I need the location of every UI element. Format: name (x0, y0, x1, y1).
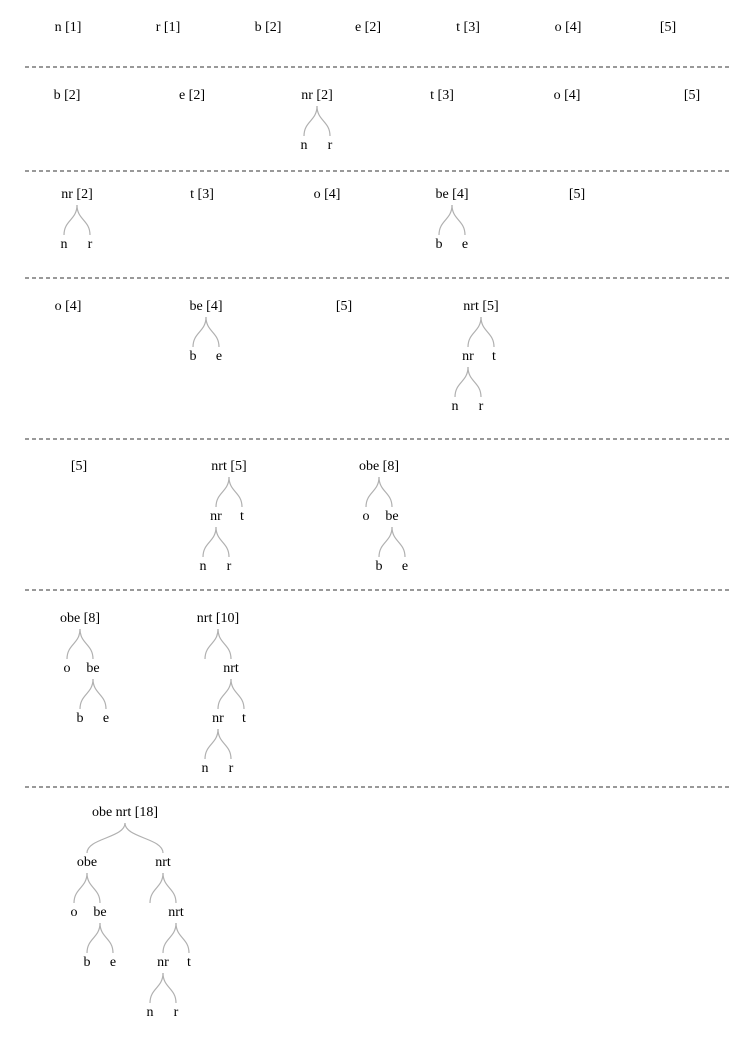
root-node-label: nrt [10] (196, 611, 240, 627)
tree-edge-right (481, 317, 494, 347)
root-node-label: [5] (70, 459, 88, 475)
root-node-label: r [1] (155, 20, 181, 36)
internal-node-label: be (385, 509, 399, 525)
root-node-label: obe nrt [18] (91, 805, 159, 821)
root-node-label: n [1] (54, 20, 82, 36)
tree (569, 187, 585, 202)
leaf-node-label: e (215, 349, 223, 365)
leaf-node-label: n (199, 559, 207, 575)
tree-edge-right (231, 679, 244, 709)
tree-edge-left (439, 205, 452, 235)
tree (55, 20, 82, 35)
tree (179, 88, 205, 103)
root-node-label: t [3] (430, 88, 454, 104)
tree-edge-left (150, 973, 163, 1003)
tree (355, 20, 381, 35)
tree-edge-right (163, 973, 176, 1003)
root-node-label: be [4] (189, 299, 223, 315)
leaf-node-label: o (362, 509, 370, 525)
root-node-label: e [2] (178, 88, 206, 104)
tree-edge-right (87, 873, 100, 903)
tree-edge-left (163, 923, 176, 953)
tree (156, 20, 181, 35)
internal-node-label: nrt (155, 855, 171, 871)
tree (684, 88, 700, 103)
tree (301, 88, 333, 153)
tree-edge-left (74, 873, 87, 903)
root-node-label: nr [2] (301, 88, 333, 104)
step-7 (71, 805, 192, 1020)
root-node-label: b [2] (53, 88, 81, 104)
leaf-node-label: r (87, 237, 93, 253)
tree-edge-right (218, 729, 231, 759)
tree-edge-left (80, 679, 93, 709)
tree (71, 459, 87, 474)
root-node-label: nrt [5] (463, 299, 499, 315)
root-node-label: nrt [5] (211, 459, 247, 475)
internal-node-label: be (86, 661, 100, 677)
tree-edge-right (125, 823, 163, 853)
tree-edge-right (163, 873, 176, 903)
tree (336, 299, 352, 314)
root-node-label: o [4] (553, 88, 581, 104)
tree-edge-right (392, 527, 405, 557)
tree-edge-right (100, 923, 113, 953)
root-node-label: [5] (683, 88, 701, 104)
tree (54, 88, 81, 103)
tree-edge-right (77, 205, 90, 235)
tree (660, 20, 676, 35)
tree-edge-right (93, 679, 106, 709)
tree-edge-left (203, 527, 216, 557)
tree-edge-right (229, 477, 242, 507)
root-node-label: o [4] (54, 299, 82, 315)
step-2 (54, 88, 701, 153)
tree (60, 611, 109, 726)
internal-node-label: nr (157, 955, 169, 971)
leaf-node-label: t (242, 711, 246, 727)
tree (456, 20, 480, 35)
leaf-node-label: e (401, 559, 409, 575)
root-node-label: be [4] (435, 187, 469, 203)
leaf-node-label: o (63, 661, 71, 677)
tree-edge-right (468, 367, 481, 397)
tree-edge-left (366, 477, 379, 507)
root-node-label: o [4] (313, 187, 341, 203)
tree (430, 88, 454, 103)
root-node-label: o [4] (554, 20, 582, 36)
step-5 (71, 459, 408, 574)
root-node-label: e [2] (354, 20, 382, 36)
step-3 (61, 187, 586, 252)
tree-edge-left (205, 729, 218, 759)
tree-edge-left (67, 629, 80, 659)
internal-node-label: be (93, 905, 107, 921)
tree-edge-left (216, 477, 229, 507)
tree (190, 187, 214, 202)
leaf-node-label: b (189, 349, 197, 365)
step-4 (55, 299, 499, 414)
leaf-node-label: e (461, 237, 469, 253)
root-node-label: [5] (335, 299, 353, 315)
leaf-node-label: b (83, 955, 91, 971)
tree (452, 299, 499, 414)
leaf-node-label: r (327, 138, 333, 154)
tree (200, 459, 247, 574)
tree-edge-left (64, 205, 77, 235)
tree (71, 805, 192, 1020)
leaf-node-label: n (201, 761, 209, 777)
tree-edge-left (150, 873, 163, 903)
tree-edge-right (218, 629, 231, 659)
leaf-node-label: b (76, 711, 84, 727)
tree-edge-left (205, 629, 218, 659)
leaf-node-label: b (435, 237, 443, 253)
root-node-label: [5] (568, 187, 586, 203)
tree-edge-right (216, 527, 229, 557)
tree-edge-left (218, 679, 231, 709)
tree (255, 20, 282, 35)
tree-edge-left (468, 317, 481, 347)
tree (189, 299, 222, 364)
leaf-node-label: o (70, 905, 78, 921)
tree (555, 20, 582, 35)
tree (554, 88, 581, 103)
leaf-node-label: r (173, 1005, 179, 1021)
leaf-node-label: t (187, 955, 191, 971)
leaf-node-label: r (478, 399, 484, 415)
tree-edge-right (379, 477, 392, 507)
step-1 (55, 20, 677, 35)
step-6 (60, 611, 246, 776)
internal-node-label: nr (212, 711, 224, 727)
tree (359, 459, 408, 574)
leaf-node-label: b (375, 559, 383, 575)
tree-edge-right (176, 923, 189, 953)
root-node-label: nr [2] (61, 187, 93, 203)
tree (197, 611, 246, 776)
tree-edge-right (452, 205, 465, 235)
root-node-label: obe [8] (59, 611, 101, 627)
root-node-label: obe [8] (358, 459, 400, 475)
tree (314, 187, 341, 202)
root-node-label: t [3] (456, 20, 480, 36)
tree-edge-left (87, 923, 100, 953)
leaf-node-label: n (300, 138, 308, 154)
tree-edge-left (87, 823, 125, 853)
tree-edge-right (317, 106, 330, 136)
internal-node-label: obe (76, 855, 98, 871)
tree-edge-left (455, 367, 468, 397)
leaf-node-label: n (60, 237, 68, 253)
leaf-node-label: e (109, 955, 117, 971)
tree (61, 187, 93, 252)
internal-node-label: nrt (223, 661, 239, 677)
tree-edge-right (206, 317, 219, 347)
leaf-node-label: r (228, 761, 234, 777)
tree (435, 187, 468, 252)
leaf-node-label: r (226, 559, 232, 575)
leaf-node-label: t (240, 509, 244, 525)
internal-node-label: nr (210, 509, 222, 525)
root-node-label: b [2] (254, 20, 282, 36)
internal-node-label: nrt (168, 905, 184, 921)
root-node-label: t [3] (190, 187, 214, 203)
leaf-node-label: n (146, 1005, 154, 1021)
tree-edge-left (193, 317, 206, 347)
tree-edge-left (304, 106, 317, 136)
root-node-label: [5] (659, 20, 677, 36)
leaf-node-label: t (492, 349, 496, 365)
tree (55, 299, 82, 314)
tree-edge-left (379, 527, 392, 557)
tree-edge-right (80, 629, 93, 659)
leaf-node-label: e (102, 711, 110, 727)
leaf-node-label: n (451, 399, 459, 415)
internal-node-label: nr (462, 349, 474, 365)
